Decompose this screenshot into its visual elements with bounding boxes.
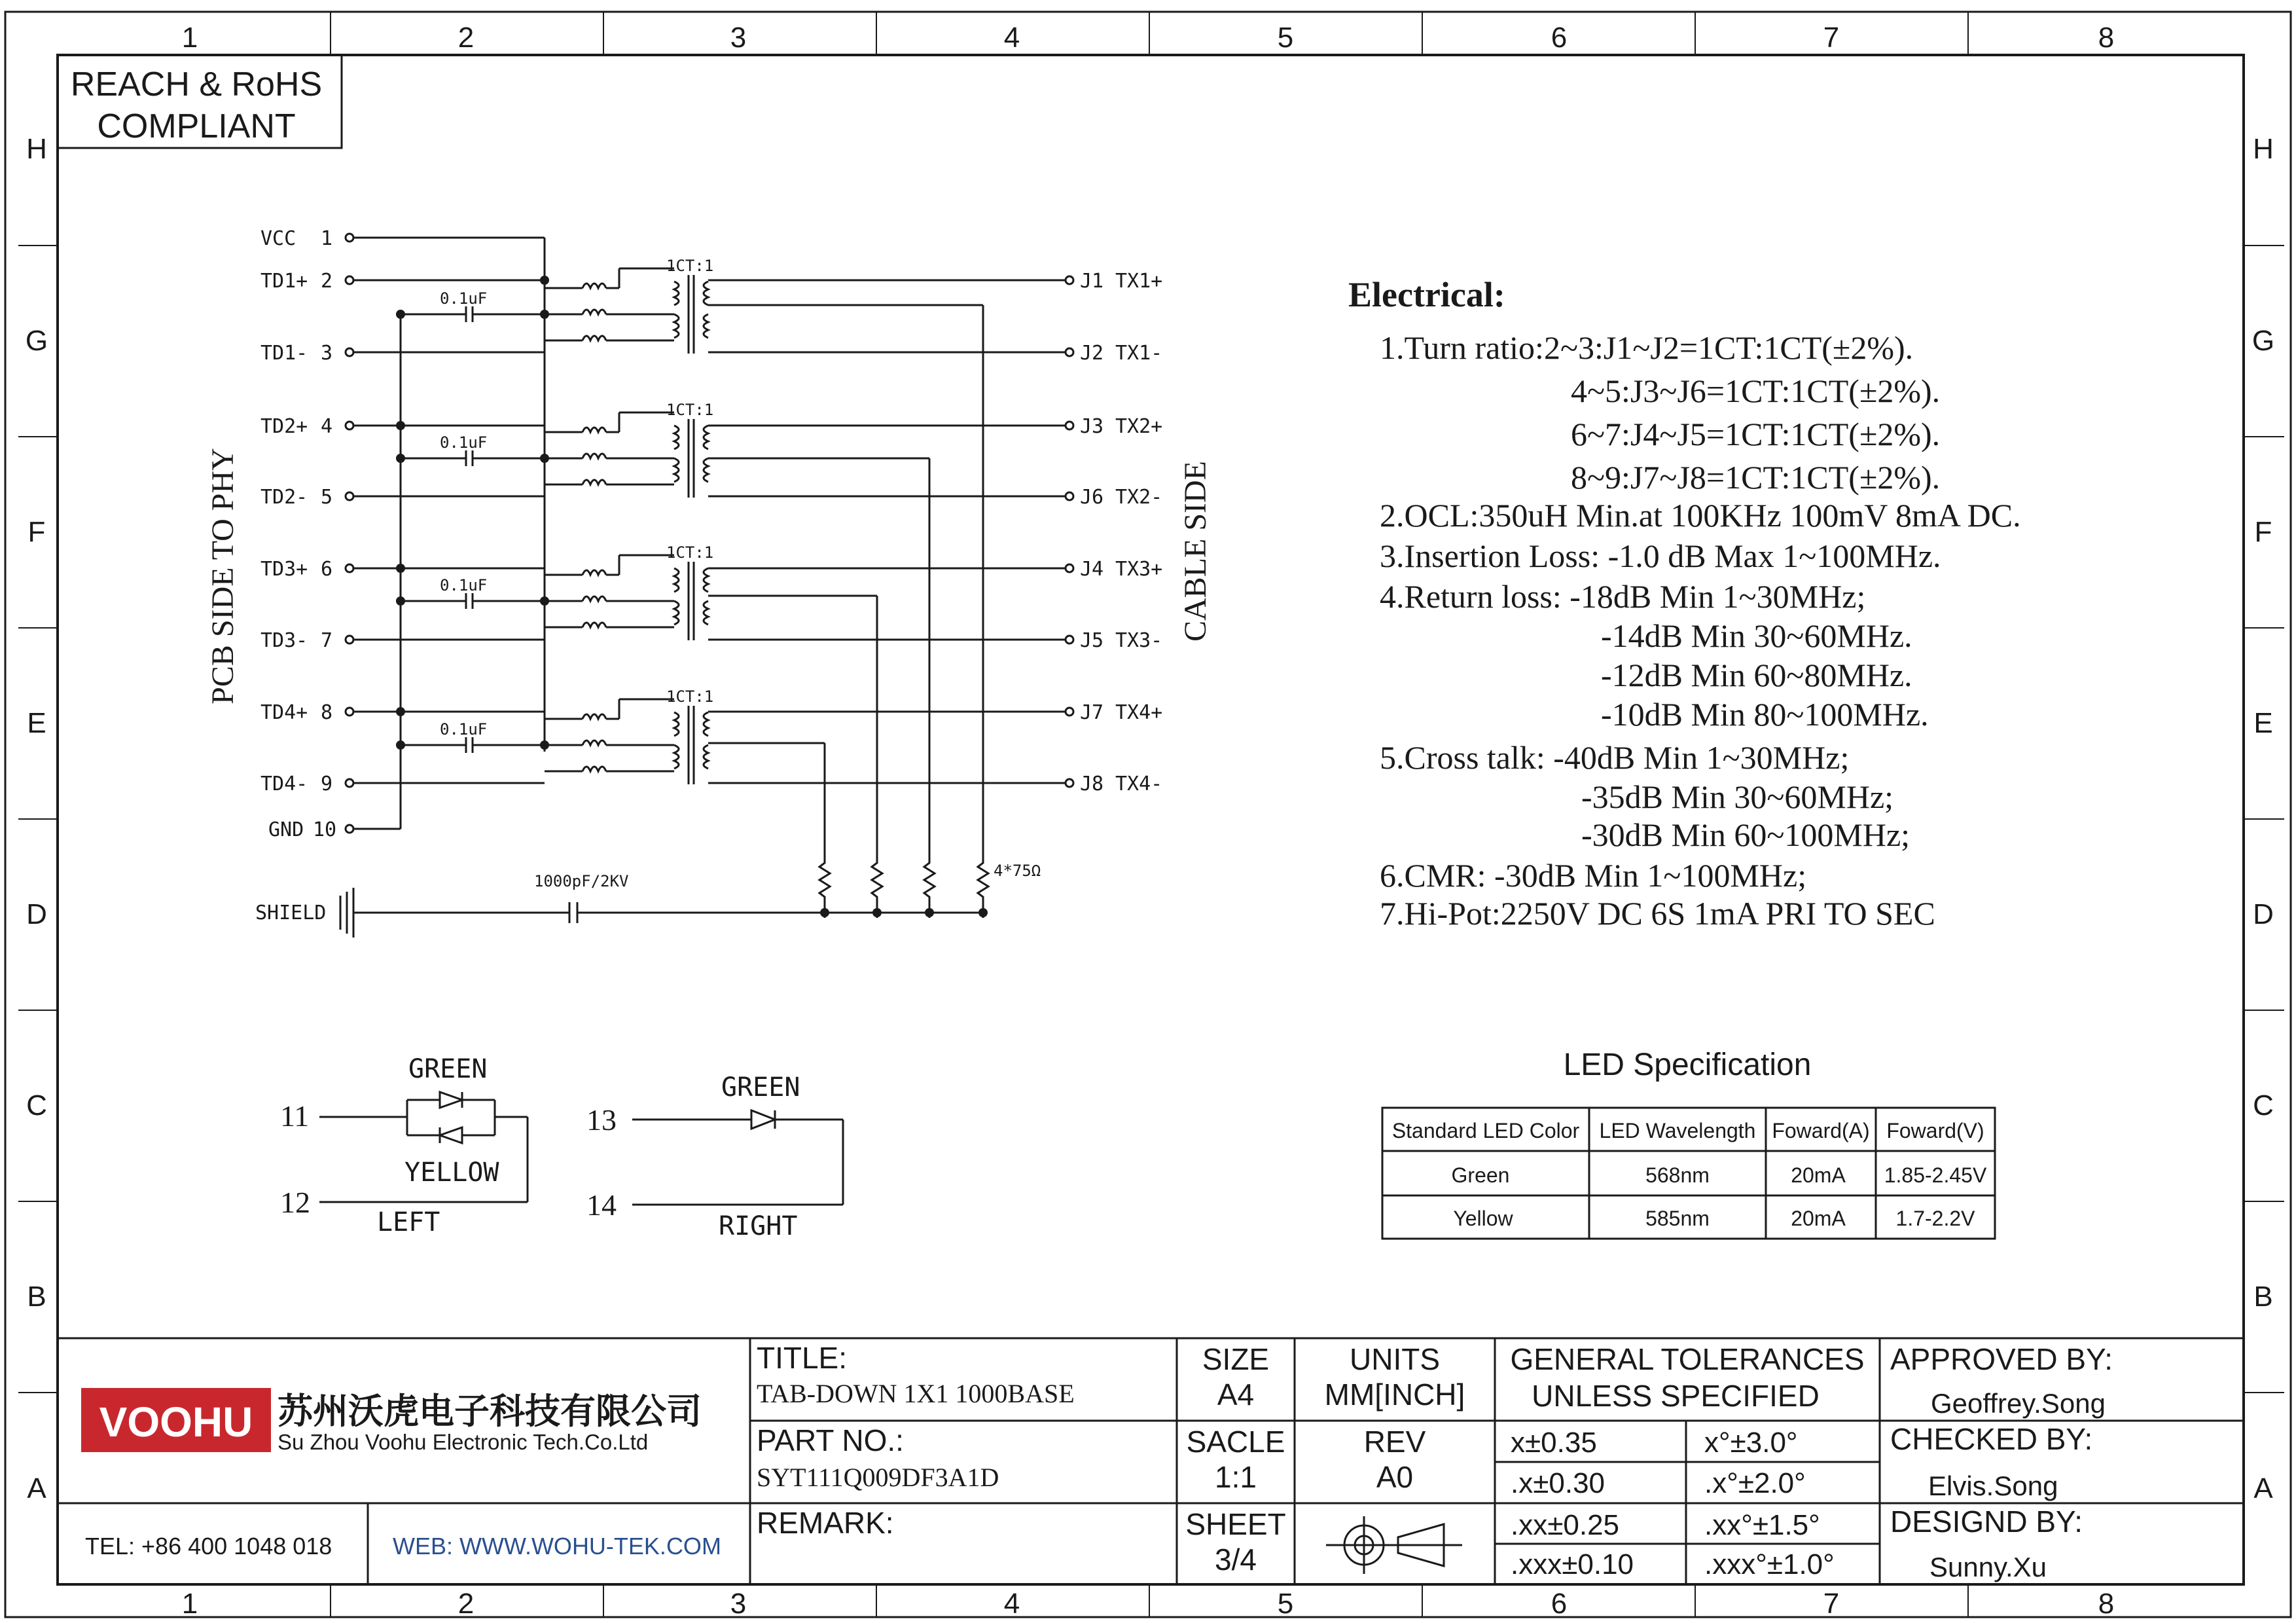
pin-number: 10 [313, 818, 337, 841]
pin-name: TD1- [260, 342, 308, 365]
sheet-label: SHEET [1185, 1507, 1286, 1541]
table-header: Foward(A) [1772, 1119, 1870, 1142]
designed-label: DESIGND BY: [1890, 1504, 2083, 1539]
pin-11: 11 [280, 1099, 310, 1133]
title-value: TAB-DOWN 1X1 1000BASE [757, 1379, 1075, 1408]
table-cell: Yellow [1453, 1207, 1513, 1230]
web: WEB: WWW.WOHU-TEK.COM [393, 1533, 721, 1559]
cap-label: 0.1uF [440, 576, 488, 594]
row-label: B [2253, 1281, 2273, 1313]
led-right-labels [586, 1072, 800, 1241]
table-cell: Green [1451, 1163, 1510, 1187]
pin-name: TX1+ [1115, 270, 1163, 293]
row-label: H [2253, 133, 2274, 165]
led-right-circuit [632, 1110, 843, 1205]
pin-name: TD1+ [260, 270, 308, 293]
company-name-cn: 苏州沃虎电子科技有限公司 [278, 1392, 702, 1431]
table-header: Foward(V) [1886, 1119, 1984, 1142]
col-label: 3 [730, 22, 747, 54]
pin-name: TX2+ [1115, 415, 1163, 438]
table-cell: 585nm [1645, 1207, 1710, 1230]
col-label: 5 [1277, 22, 1294, 54]
pin-number: 8 [321, 701, 333, 724]
table-cell: 568nm [1645, 1163, 1710, 1187]
shield-cap-label: 1000pF/2KV [534, 872, 629, 890]
spec-line: 7.Hi-Pot:2250V DC 6S 1mA PRI TO SEC [1380, 895, 1935, 932]
sheet-value: 3/4 [1215, 1542, 1257, 1577]
pin-number: 6 [321, 558, 333, 581]
pin-name: TD2- [260, 486, 308, 509]
col-label: 3 [730, 1588, 747, 1620]
cap-label: 0.1uF [440, 289, 488, 308]
pin-name: TD4- [260, 773, 308, 795]
cable-side-label: CABLE SIDE [1178, 461, 1213, 642]
channel-3 [401, 555, 1066, 858]
col-label: 8 [2098, 22, 2115, 54]
projection-symbol-icon [1326, 1516, 1462, 1574]
shield-label: SHIELD [255, 902, 327, 924]
pin-number: 4 [321, 415, 333, 438]
spec-line: -14dB Min 30~60MHz. [1601, 617, 1912, 654]
col-label: 1 [181, 1588, 198, 1620]
spec-line: 4~5:J3~J6=1CT:1CT(±2%). [1571, 373, 1941, 409]
led-side-label: LEFT [377, 1207, 440, 1237]
spec-line: -10dB Min 80~100MHz. [1601, 696, 1929, 733]
table-cell: 20mA [1791, 1163, 1846, 1187]
remark-label: REMARK: [757, 1506, 894, 1540]
part-label: PART NO.: [757, 1423, 904, 1457]
spec-line: -12dB Min 60~80MHz. [1601, 657, 1912, 693]
table-cell: 20mA [1791, 1207, 1846, 1230]
pin-id: J4 [1080, 558, 1104, 581]
pin-number: 3 [321, 342, 333, 365]
tolerance-angular: .x°±2.0° [1704, 1467, 1806, 1499]
company-name-en: Su Zhou Voohu Electronic Tech.Co.Ltd [278, 1430, 649, 1454]
pin-number: 5 [321, 486, 333, 509]
led-left-labels [280, 1054, 499, 1237]
compliance-box [58, 55, 342, 148]
tel: TEL: +86 400 1048 018 [85, 1533, 332, 1559]
pin-id: J8 [1080, 773, 1104, 795]
part-value: SYT111Q009DF3A1D [757, 1463, 999, 1492]
tolerance-angular: .xxx°±1.0° [1704, 1548, 1835, 1580]
size-label: SIZE [1202, 1342, 1270, 1376]
pin-name: TD3+ [260, 558, 308, 581]
pcb-side-label: PCB SIDE TO PHY [206, 448, 240, 704]
pin-name: VCC [260, 227, 296, 250]
channel-1 [401, 268, 1066, 858]
electrical-heading: Electrical: [1348, 275, 1505, 314]
led-green-label: GREEN [408, 1054, 488, 1084]
tolerance-linear: .x±0.30 [1511, 1467, 1605, 1499]
pin-14: 14 [586, 1188, 617, 1222]
compliance-line1: REACH & RoHS [70, 65, 323, 103]
left-pin-leads [346, 234, 545, 833]
ratio-label: 1CT:1 [666, 401, 714, 419]
table-cell: 1.7-2.2V [1895, 1207, 1975, 1230]
led-spec-table [1382, 1048, 1995, 1239]
approved-value: Geoffrey.Song [1931, 1388, 2106, 1419]
tolerance-title: GENERAL TOLERANCES [1510, 1342, 1865, 1376]
spec-line: 6~7:J4~J5=1CT:1CT(±2%). [1571, 416, 1941, 452]
tolerance-angular: .xx°±1.5° [1704, 1509, 1820, 1541]
tolerance-linear: .xx±0.25 [1511, 1509, 1620, 1541]
spec-line: 8~9:J7~J8=1CT:1CT(±2%). [1571, 459, 1941, 496]
units-label: UNITS [1350, 1342, 1440, 1376]
col-label: 6 [1551, 22, 1568, 54]
row-label: A [2253, 1472, 2273, 1504]
col-label: 2 [457, 1588, 475, 1620]
designed-value: Sunny.Xu [1929, 1552, 2047, 1582]
pin-name: TX1- [1115, 342, 1163, 365]
spec-line: 4.Return loss: -18dB Min 1~30MHz; [1380, 578, 1866, 615]
pin-name: TX3+ [1115, 558, 1163, 581]
row-label: C [2253, 1089, 2274, 1122]
col-label: 7 [1823, 22, 1840, 54]
ratio-label: 1CT:1 [666, 687, 714, 706]
row-label: D [26, 898, 47, 930]
col-label: 2 [457, 22, 475, 54]
spec-line: -35dB Min 30~60MHz; [1581, 778, 1894, 815]
spec-line: -30dB Min 60~100MHz; [1581, 816, 1910, 853]
row-label: A [27, 1472, 46, 1504]
pin-name: TD3- [260, 629, 308, 652]
pin-name: TX4+ [1115, 701, 1163, 724]
spec-line: 3.Insertion Loss: -1.0 dB Max 1~100MHz. [1380, 538, 1941, 574]
channel-4 [401, 699, 1066, 858]
right-pin-terminals [1066, 276, 1073, 787]
pin-number: 9 [321, 773, 333, 795]
row-label: E [27, 707, 46, 739]
led-yellow-label: YELLOW [404, 1158, 499, 1188]
spec-line: 1.Turn ratio:2~3:J1~J2=1CT:1CT(±2%). [1380, 329, 1914, 366]
spec-line: 6.CMR: -30dB Min 1~100MHz; [1380, 857, 1807, 894]
pin-id: J1 [1080, 270, 1104, 293]
pin-12: 12 [280, 1186, 310, 1219]
border-frame [5, 12, 2291, 1617]
checked-label: CHECKED BY: [1890, 1422, 2093, 1456]
tolerance-linear: x±0.35 [1511, 1427, 1597, 1459]
right-pin-labels [1080, 270, 1162, 795]
pin-number: 7 [321, 629, 333, 652]
rev-label: REV [1363, 1425, 1426, 1459]
row-label: H [26, 133, 47, 165]
junction-dots [396, 276, 988, 917]
ratio-label: 1CT:1 [666, 543, 714, 562]
row-label: G [25, 325, 48, 357]
title-block [58, 1338, 2244, 1584]
border-labels [26, 22, 2274, 1620]
row-label: C [26, 1089, 47, 1122]
tolerance-angular: x°±3.0° [1704, 1427, 1798, 1459]
tolerance-linear: .xxx±0.10 [1511, 1548, 1634, 1580]
col-label: 7 [1823, 1588, 1840, 1620]
resistor-label: 4*75Ω [994, 862, 1041, 880]
col-label: 6 [1551, 1588, 1568, 1620]
pin-name: GND [268, 818, 304, 841]
cap-label: 0.1uF [440, 433, 488, 452]
units-value: MM[INCH] [1324, 1377, 1465, 1412]
compliance-line2: COMPLIANT [97, 107, 296, 145]
spec-line: 2.OCL:350uH Min.at 100KHz 100mV 8mA DC. [1380, 497, 2021, 534]
pin-id: J3 [1080, 415, 1104, 438]
col-label: 8 [2098, 1588, 2115, 1620]
pin-number: 2 [321, 270, 333, 293]
led-green-label: GREEN [721, 1072, 800, 1103]
left-pin-labels [260, 227, 336, 841]
pin-id: J2 [1080, 342, 1104, 365]
ratio-label: 1CT:1 [666, 257, 714, 275]
row-label: E [2253, 707, 2273, 739]
company-logo [81, 1388, 271, 1452]
pin-name: TD4+ [260, 701, 308, 724]
col-label: 1 [181, 22, 198, 54]
pin-number: 1 [321, 227, 333, 250]
table-cell: 1.85-2.45V [1884, 1163, 1987, 1187]
pin-name: TX3- [1115, 629, 1163, 652]
pin-name: TX2- [1115, 486, 1163, 509]
electrical-spec [1348, 275, 2021, 932]
checked-value: Elvis.Song [1928, 1470, 2058, 1501]
approved-label: APPROVED BY: [1890, 1342, 2113, 1376]
row-label: D [2253, 898, 2274, 930]
title-label: TITLE: [757, 1341, 848, 1375]
col-label: 4 [1003, 22, 1020, 54]
row-label: F [27, 516, 46, 548]
pin-13: 13 [586, 1103, 617, 1137]
pin-name: TD2+ [260, 415, 308, 438]
col-label: 5 [1277, 1588, 1294, 1620]
row-label: G [2251, 325, 2275, 357]
pin-name: TX4- [1115, 773, 1163, 795]
row-label: F [2254, 516, 2272, 548]
logo-text: VOOHU [99, 1398, 253, 1446]
table-header: LED Wavelength [1599, 1119, 1756, 1142]
channel-2 [401, 412, 1066, 858]
pin-id: J7 [1080, 701, 1104, 724]
size-value: A4 [1217, 1377, 1255, 1412]
scale-value: 1:1 [1215, 1460, 1257, 1494]
spec-line: 5.Cross talk: -40dB Min 1~30MHz; [1380, 739, 1850, 776]
scale-label: SACLE [1186, 1425, 1285, 1459]
led-side-label: RIGHT [719, 1211, 798, 1241]
tolerance-subtitle: UNLESS SPECIFIED [1532, 1379, 1820, 1413]
row-label: B [27, 1281, 46, 1313]
termination-resistors [819, 858, 988, 918]
rev-value: A0 [1376, 1460, 1414, 1494]
pin-id: J6 [1080, 486, 1104, 509]
col-label: 4 [1003, 1588, 1020, 1620]
cap-label: 0.1uF [440, 720, 488, 739]
pin-id: J5 [1080, 629, 1104, 652]
led-spec-title: LED Specification [1563, 1048, 1812, 1082]
table-header: Standard LED Color [1391, 1119, 1580, 1142]
